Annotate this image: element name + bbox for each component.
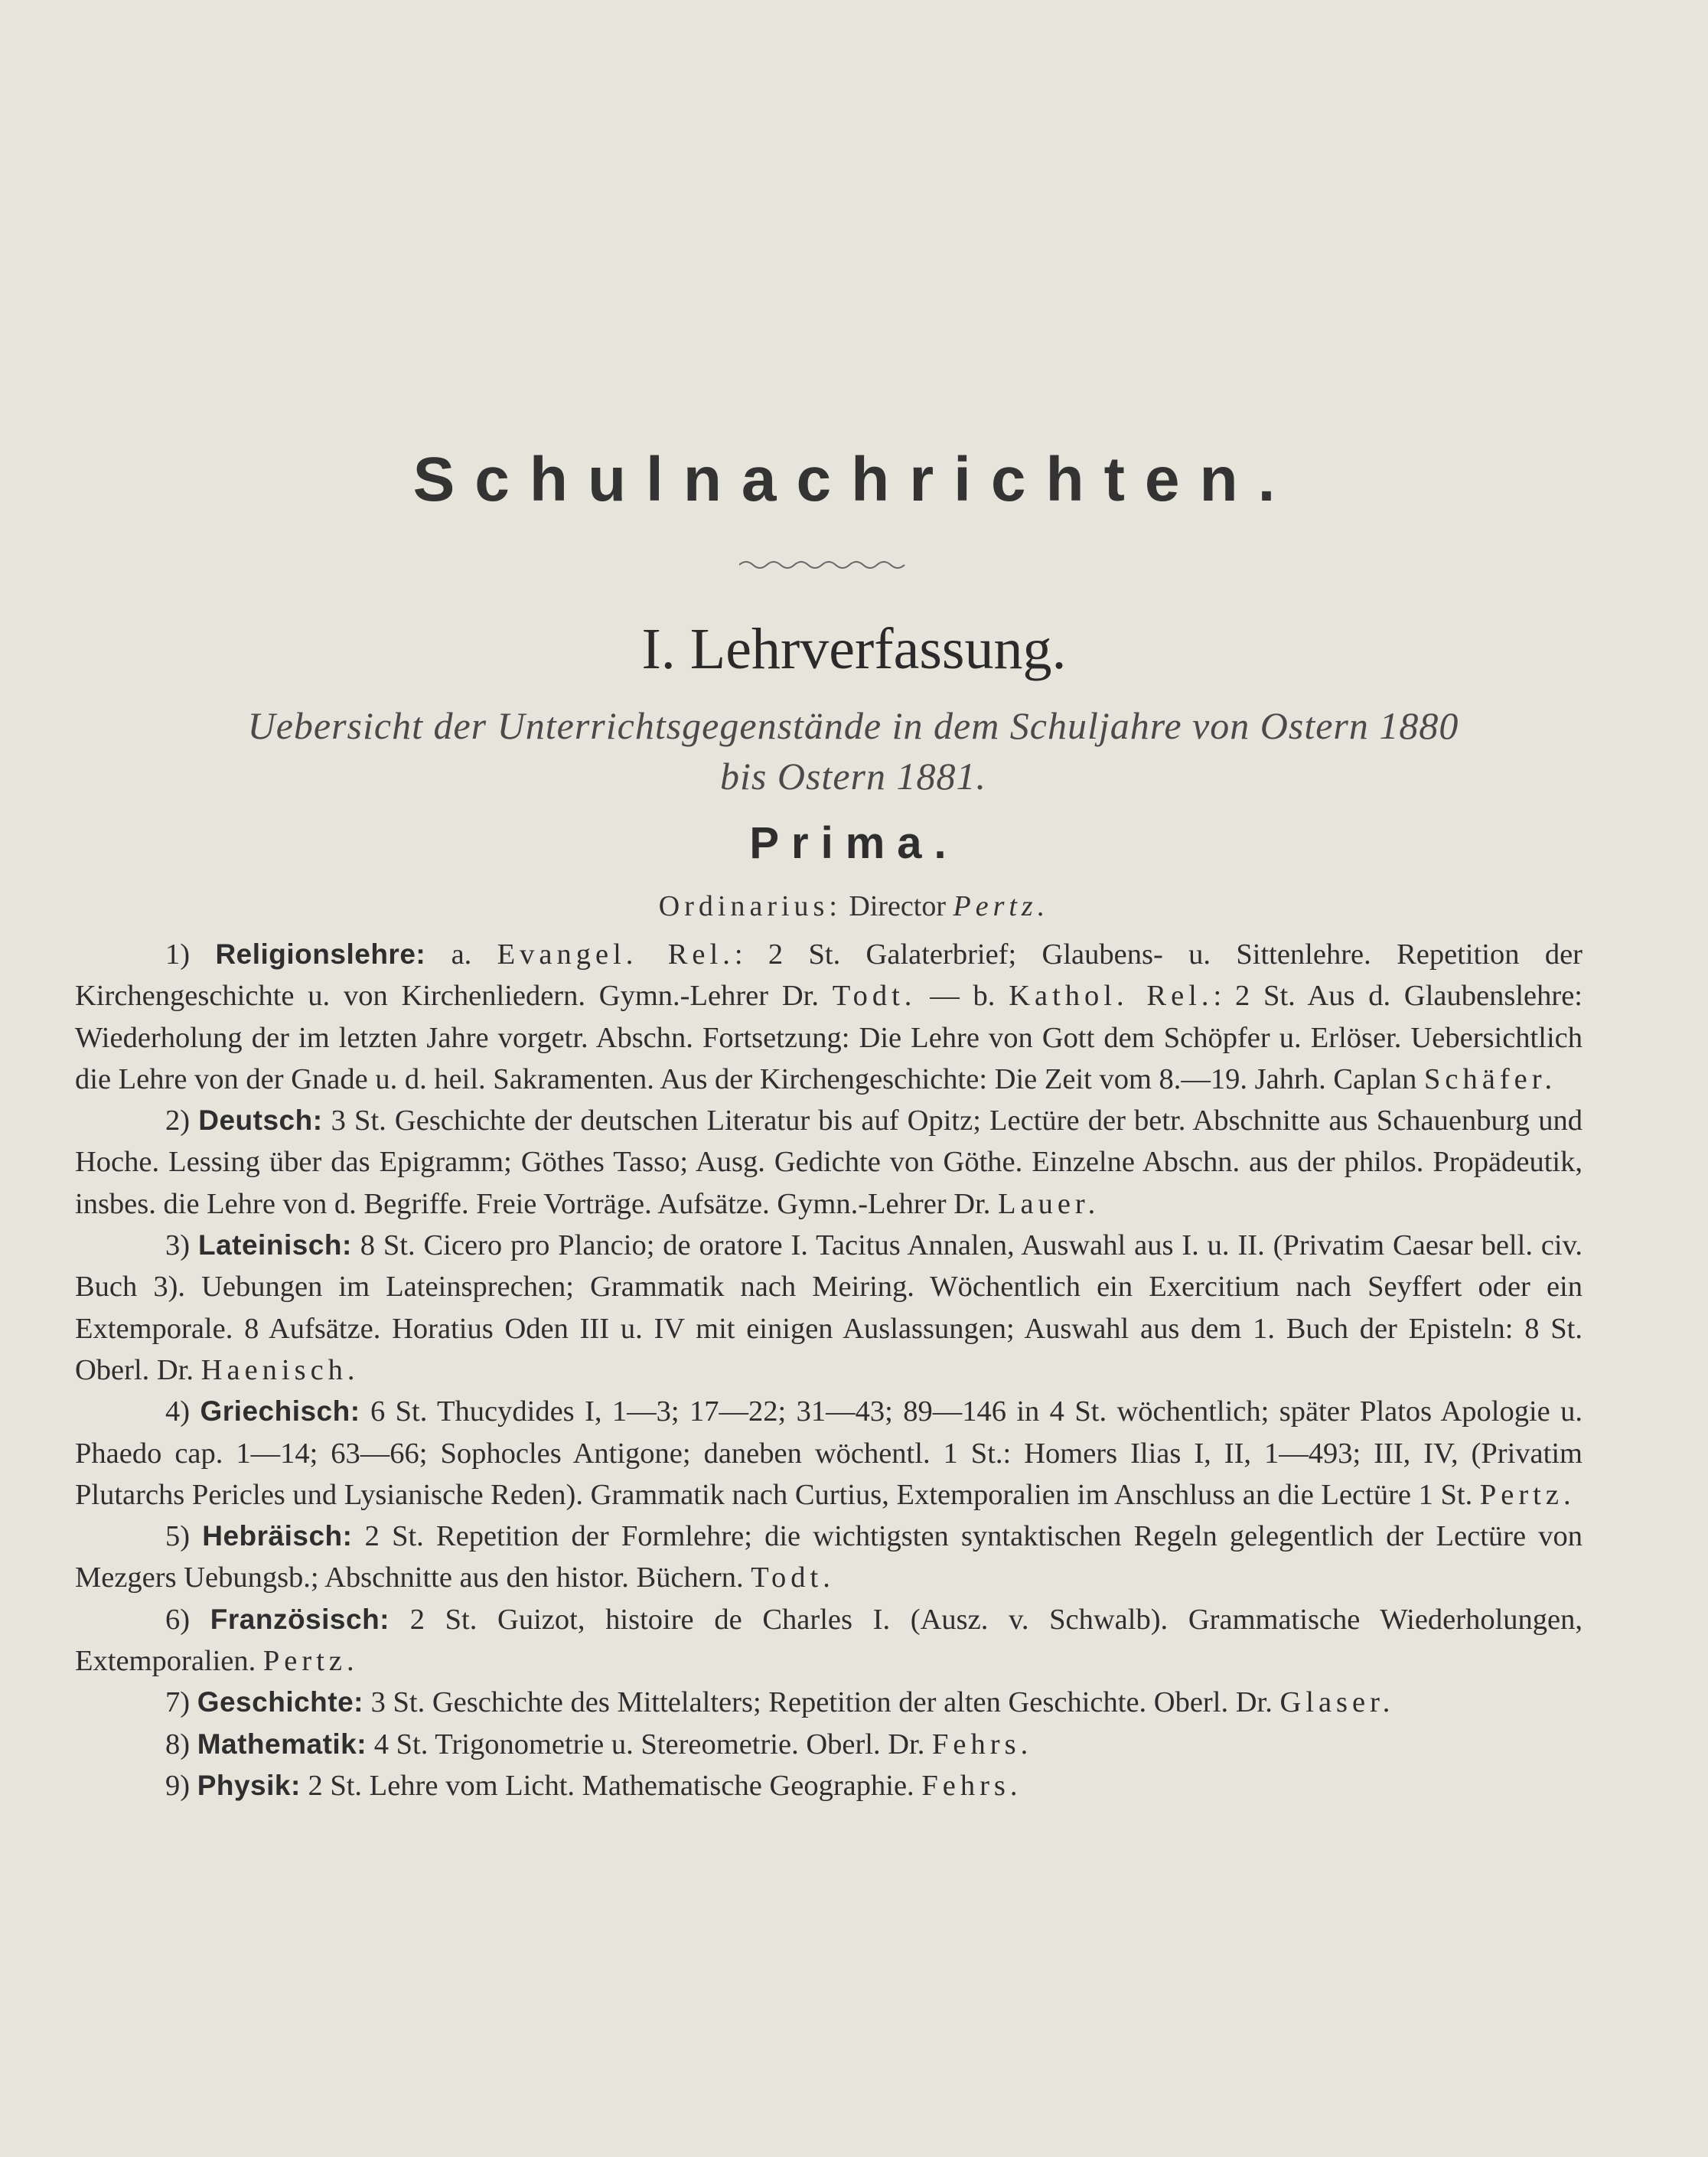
subject-text: : 2 St. Galaterbrief; Glaubens- u. Sittenlehre. Repetition der Kirchengeschichte u. von Kirchenliedern. Gymn.-Lehrer Dr. [75, 938, 1583, 1013]
subject-text: 3 St. Geschichte des Mittelalters; Repetition der alten Geschichte. Oberl. Dr. [363, 1686, 1280, 1719]
subject-entry-deutsch [75, 1100, 1583, 1225]
subject-number: 6) [165, 1603, 191, 1636]
subject-name: Lateinisch: [197, 1229, 352, 1261]
subject-entry-hebraeisch [75, 1516, 1583, 1599]
subtitle-line: Uebersicht der Unterrichtsgegenstände in dem Schuljahre von Ostern 1880 [247, 704, 1459, 747]
class-heading: Prima. [749, 818, 959, 868]
subject-entry-religionslehre [75, 934, 1583, 1100]
subject-name: Religionslehre: [215, 938, 426, 970]
subject-number: 3) [165, 1229, 191, 1262]
subject-number: 1) [165, 938, 191, 971]
subject-text: — b. [916, 980, 1009, 1013]
teacher-name: Fehrs. [921, 1769, 1022, 1802]
ordinarius-name: Pertz. [953, 890, 1050, 922]
teacher-name: Todt. [832, 980, 917, 1013]
teacher-name: Lauer. [997, 1187, 1100, 1220]
subject-spaced-term: Evangel. Rel. [497, 938, 735, 971]
subject-text: 2 St. Guizot, histoire de Charles I. (Ausz. v. Schwalb). Grammatische Wiederholungen, Extemporalien. [75, 1603, 1583, 1678]
subject-name: Mathematik: [197, 1728, 367, 1760]
teacher-name: Glaser. [1279, 1686, 1395, 1719]
subject-number: 2) [165, 1105, 191, 1137]
ordinarius-label: Ordinarius: [658, 890, 842, 922]
teacher-name: Haenisch. [200, 1353, 360, 1386]
subject-entry-griechisch [75, 1391, 1583, 1516]
page-title: Schulnachrichten. [412, 445, 1296, 514]
subject-number: 4) [165, 1395, 191, 1428]
subject-number: 9) [165, 1769, 191, 1802]
subject-text: a. [425, 938, 497, 971]
subtitle-line: bis Ostern 1881. [720, 755, 986, 798]
subject-name: Griechisch: [200, 1395, 360, 1428]
teacher-name: Pertz. [262, 1645, 359, 1678]
ornament-divider [739, 557, 908, 573]
subject-list [75, 934, 1583, 1806]
ordinarius-line [0, 889, 1708, 923]
subject-text: 8 St. Cicero pro Plancio; de oratore I. Tacitus Annalen, Auswahl aus I. u. II. (Privatim Caesar bell. civ. Buch 3). Uebungen im Lateinsprechen; Grammatik nach Meiring. Wöchentlich ein Exercitium nach Seyffert oder ein Extemporale. 8 Aufsätze. Horatius Oden III u. IV mit einigen Auslassungen; Auswahl aus dem 1. Buch der Episteln: 8 St. Oberl. Dr. [75, 1229, 1583, 1386]
subject-name: Geschichte: [197, 1686, 363, 1718]
ordinarius-title: Director [849, 890, 946, 922]
teacher-name: Schäfer. [1424, 1062, 1557, 1095]
teacher-name: Todt. [751, 1561, 835, 1594]
section-subtitle [153, 700, 1553, 801]
subject-name: Französisch: [210, 1603, 390, 1635]
teacher-name: Fehrs. [932, 1728, 1033, 1761]
subject-text: 2 St. Repetition der Formlehre; die wichtigsten syntaktischen Regeln gelegentlich der Lectüre von Mezgers Uebungsb.; Abschnitte aus den histor. Büchern. [75, 1520, 1583, 1594]
subject-name: Physik: [197, 1769, 301, 1801]
subject-name: Hebräisch: [202, 1520, 353, 1552]
subject-text: : 2 St. Aus d. Glaubenslehre: Wiederholung der im letzten Jahre vorgetr. Abschn. Fortsetzung: Die Lehre von Gott dem Schöpfer u. Erlöser. Uebersichtlich die Lehre von der Gnade u. d. heil. Sakramenten. Aus der Kirchengeschichte: Die Zeit vom 8.—19. Jahrh. Caplan [75, 980, 1583, 1095]
subject-entry-lateinisch [75, 1225, 1583, 1391]
section-heading: I. Lehrverfassung. [641, 617, 1067, 681]
subject-text: 3 St. Geschichte der deutschen Literatur bis auf Opitz; Lectüre der betr. Abschnitte aus Schauenburg und Hoche. Lessing über das Epigramm; Göthes Tasso; Ausg. Gedichte von Göthe. Einzelne Abschn. aus der philos. Propädeutik, insbes. die Lehre von d. Begriffe. Freie Vorträge. Aufsätze. Gymn.-Lehrer Dr. [75, 1105, 1583, 1220]
subject-entry-geschichte [75, 1682, 1583, 1723]
subject-text: 4 St. Trigonometrie u. Stereometrie. Oberl. Dr. [367, 1728, 933, 1761]
subject-number: 5) [165, 1520, 191, 1553]
subject-entry-physik [75, 1765, 1583, 1806]
subject-spaced-term: Kathol. Rel. [1009, 980, 1214, 1013]
subject-entry-franzoesisch [75, 1599, 1583, 1682]
subject-number: 8) [165, 1728, 191, 1761]
subject-number: 7) [165, 1686, 191, 1719]
subject-text: 6 St. Thucydides I, 1—3; 17—22; 31—43; 89—146 in 4 St. wöchentlich; später Platos Apologie u. Phaedo cap. 1—14; 63—66; Sophocles Antigone; daneben wöchentl. 1 St.: Homers Ilias I, II, 1—493; III, IV, (Privatim Plutarchs Pericles und Lysianische Reden). Grammatik nach Curtius, Extemporalien im Anschluss an die Lectüre 1 St. [75, 1395, 1583, 1511]
subject-entry-mathematik [75, 1724, 1583, 1765]
subject-text: 2 St. Lehre vom Licht. Mathematische Geographie. [300, 1769, 922, 1802]
teacher-name: Pertz. [1479, 1478, 1576, 1511]
subject-name: Deutsch: [198, 1105, 323, 1137]
